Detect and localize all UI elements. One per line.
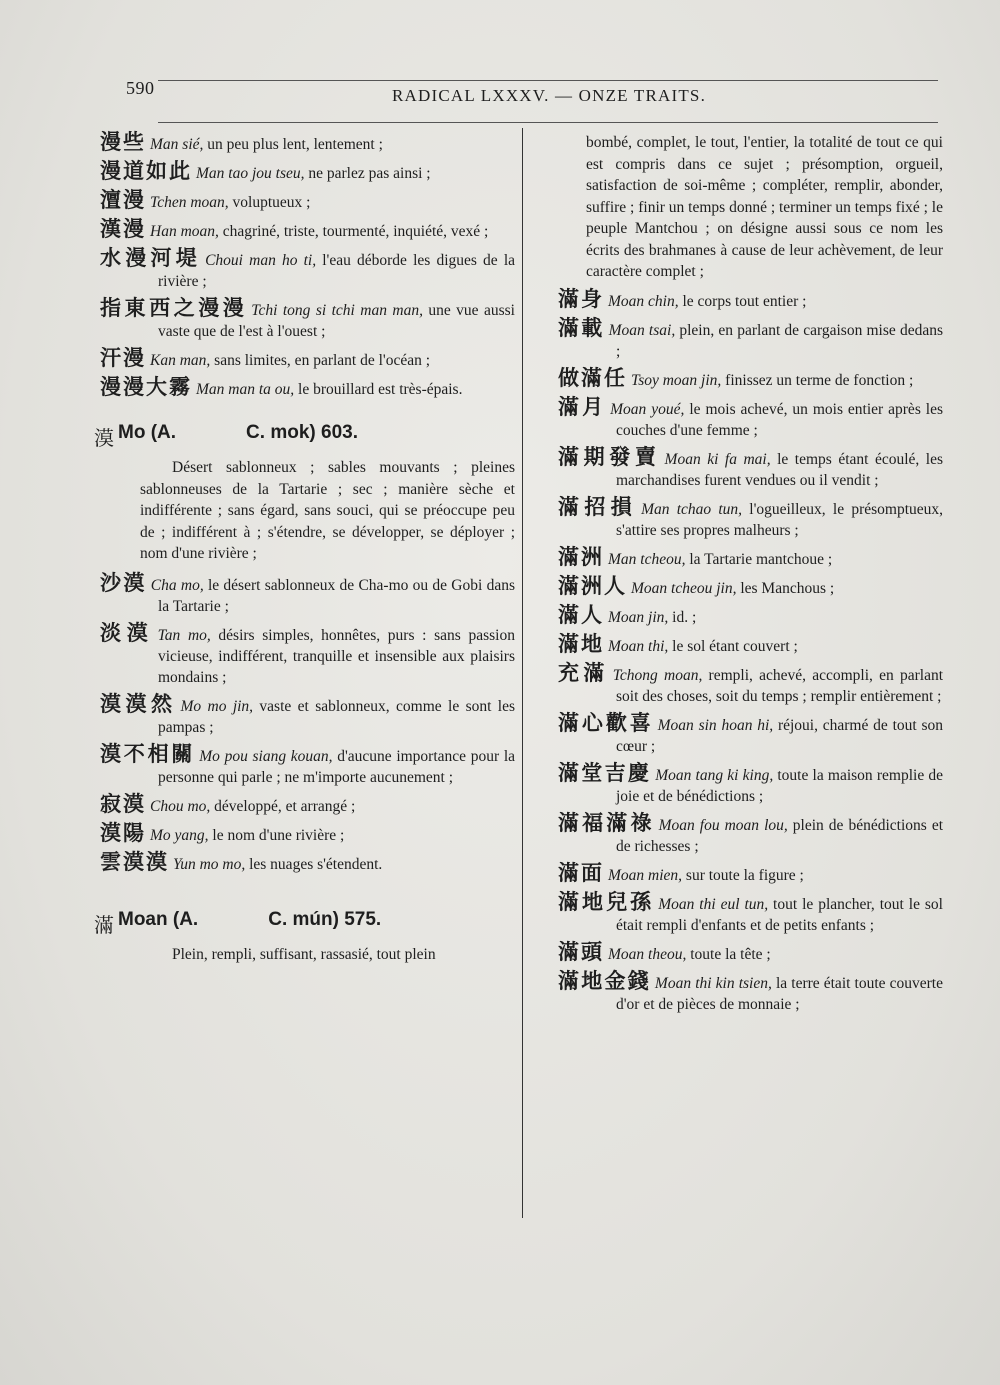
entry-romanization: Moan tang ki king, xyxy=(655,766,774,784)
dictionary-entry xyxy=(100,132,515,155)
entries-moan-list xyxy=(558,286,944,1015)
entry-definition: une vue aussi vaste que de l'est à l'ouest ; xyxy=(158,302,515,340)
right-column xyxy=(558,132,943,1021)
entry-romanization: Moan theou, xyxy=(608,945,687,963)
entry-romanization: Yun mo mo, xyxy=(173,855,246,873)
entry-romanization: Tchi tong si tchi man man, xyxy=(251,302,423,319)
entry-romanization: Kan man, xyxy=(150,352,211,369)
entry-characters: 滿期發賣 xyxy=(558,444,661,469)
entry-definition: rempli, achevé, accompli, en parlant soit des choses, soit du temps ; remplir entièrement ; xyxy=(616,666,944,705)
entry-characters: 漠不相關 xyxy=(100,741,196,766)
entry-definition: les nuages s'étendent. xyxy=(245,855,383,873)
entry-definition: tout le plancher, tout le sol était rempli d'enfants et de petits enfants ; xyxy=(616,895,943,934)
dictionary-entry xyxy=(100,570,515,617)
column-divider xyxy=(522,128,523,1218)
entry-romanization: Tsoy moan jin, xyxy=(631,371,722,389)
entry-definition: le sol étant couvert ; xyxy=(668,637,798,655)
running-title: RADICAL LXXXV. — ONZE TRAITS. xyxy=(392,86,707,105)
entry-definition: vaste et sablonneux, comme le sont les pampas ; xyxy=(158,697,516,736)
entry-characters: 漫漫大霧 xyxy=(100,375,192,399)
headword-mo xyxy=(94,422,515,451)
entry-characters: 滿地 xyxy=(558,631,604,656)
entry-romanization: Man tcheou, xyxy=(608,550,686,568)
entry-characters: 滿洲人 xyxy=(558,573,627,598)
entry-characters: 汗漫 xyxy=(100,346,146,370)
dictionary-entry xyxy=(100,190,515,213)
page-header xyxy=(122,72,942,112)
headword-cantonese: C. mún) 575. xyxy=(268,908,382,930)
entry-romanization: Moan thi, xyxy=(608,637,669,655)
entry-characters: 滿人 xyxy=(558,602,604,627)
entry-definition: finissez un terme de fonction ; xyxy=(721,371,914,389)
headword-character: 滿 xyxy=(94,912,114,937)
entry-definition: la terre était toute couverte d'or et de pièces de monnaie ; xyxy=(616,974,943,1013)
definition-moan: Plein, rempli, suffisant, rassasié, tout plein xyxy=(172,945,436,963)
dictionary-entry xyxy=(558,889,943,936)
header-rule-bottom xyxy=(158,122,938,123)
entry-characters: 做滿任 xyxy=(558,365,627,390)
entry-definition: chagriné, triste, tourmenté, inquiété, vexé ; xyxy=(218,223,489,240)
entries-man-list xyxy=(100,132,515,400)
entry-characters: 滿面 xyxy=(558,860,604,885)
entry-definition: le brouillard est très-épais. xyxy=(294,381,463,398)
entry-romanization: Moan fou moan lou, xyxy=(658,816,788,834)
entry-definition: réjoui, charmé de tout son cœur ; xyxy=(616,716,943,755)
entry-definition: l'ogueilleux, le présomptueux, s'attire ses propres malheurs ; xyxy=(616,500,944,539)
entry-characters: 指東西之漫漫 xyxy=(100,296,248,320)
headword-romanization: Moan (A. xyxy=(118,908,199,930)
headword-cantonese: C. mok) 603. xyxy=(246,422,358,443)
entry-characters: 漠漠然 xyxy=(100,691,177,716)
entry-characters: 滿福滿祿 xyxy=(558,810,655,835)
entry-characters: 漫道如此 xyxy=(100,159,192,183)
entry-definition: l'eau déborde les digues de la rivière ; xyxy=(158,252,516,290)
dictionary-entry xyxy=(558,494,944,541)
dictionary-entry xyxy=(558,286,943,312)
entry-characters: 滿洲 xyxy=(558,544,604,569)
entry-characters: 滿堂吉慶 xyxy=(558,760,652,785)
dictionary-entry xyxy=(558,631,943,657)
left-column xyxy=(94,130,516,973)
dictionary-entry xyxy=(100,791,515,817)
entry-characters: 滿地金錢 xyxy=(558,968,651,993)
entry-characters: 滿心歡喜 xyxy=(558,710,654,735)
entry-definition: le mois achevé, un mois entier après les couches d'une femme ; xyxy=(616,400,944,439)
dictionary-entry xyxy=(558,444,944,491)
entry-definition: la Tartarie mantchoue ; xyxy=(685,550,833,568)
definition-mo: Désert sablonneux ; sables mouvants ; pleines sablonneuses de la Tartarie ; sec ; manière sèche et indifférente ; sans égard, sans souci, qui se préoccupe peu de ; indifférent à ; s'étendre, se développer, se déployer ; nom d'une rivière ; xyxy=(140,459,515,562)
entry-romanization: Moan sin hoan hi, xyxy=(657,716,774,734)
entry-characters: 滿載 xyxy=(558,315,605,340)
dictionary-entry xyxy=(558,573,943,599)
entry-definition: d'aucune importance pour la personne qui parle ; ne m'importe aucunement ; xyxy=(158,747,516,786)
entry-romanization: Chou mo, xyxy=(150,797,211,815)
dictionary-entry xyxy=(558,365,943,391)
entry-romanization: Han moan, xyxy=(150,223,219,240)
entry-romanization: Moan tcheou jin, xyxy=(631,579,737,597)
dictionary-entry xyxy=(558,760,943,807)
entry-characters: 漢漫 xyxy=(100,217,146,241)
entry-romanization: Moan chin, xyxy=(608,292,679,310)
entry-characters: 水漫河堤 xyxy=(100,246,202,270)
dictionary-entry xyxy=(558,810,944,857)
entry-definition: plein de bénédictions et de richesses ; xyxy=(616,816,944,855)
entry-characters: 淡漠 xyxy=(100,620,154,645)
entry-romanization: Man sié, xyxy=(150,136,204,153)
entry-romanization: Tchen moan, xyxy=(150,194,229,211)
entry-romanization: Moan tsai, xyxy=(608,321,676,339)
entry-definition: le nom d'une rivière ; xyxy=(208,826,345,844)
entry-romanization: Man tchao tun, xyxy=(641,500,743,518)
entry-romanization: Moan mien, xyxy=(608,866,683,884)
entry-romanization: Moan thi kin tsien, xyxy=(654,974,772,992)
entry-romanization: Mo pou siang kouan, xyxy=(199,747,333,765)
dictionary-entry xyxy=(100,820,515,846)
entry-romanization: Man man ta ou, xyxy=(196,381,295,398)
entry-definition: sans limites, en parlant de l'océan ; xyxy=(210,352,431,369)
entry-characters: 雲漠漠 xyxy=(100,849,169,874)
entry-romanization: Moan youé, xyxy=(610,400,685,418)
dictionary-entry xyxy=(100,248,515,292)
dictionary-entry xyxy=(100,161,515,184)
entry-romanization: Moan ki fa mai, xyxy=(664,450,771,468)
entry-characters: 滿招損 xyxy=(558,494,638,519)
dictionary-entry xyxy=(100,348,515,371)
dictionary-entry xyxy=(100,691,516,738)
headword-romanization: Mo (A. xyxy=(118,422,177,443)
dictionary-entry xyxy=(558,544,943,570)
entry-definition: ne parlez pas ainsi ; xyxy=(304,165,431,182)
entry-characters: 滿身 xyxy=(558,286,604,311)
dictionary-entry xyxy=(100,620,515,688)
dictionary-entry xyxy=(558,315,943,362)
entry-characters: 充滿 xyxy=(558,660,609,685)
dictionary-entry xyxy=(558,602,943,628)
entry-romanization: Tchong moan, xyxy=(612,666,703,684)
definition-moan-continued: bombé, complet, le tout, l'entier, la totalité de tout ce qui est compris dans ce sujet ; présomption, orgueil, satisfaction de soi-même ; compléter, remplir, abonder, suffire ; finir un temps donné ; terminer un temps fixé ; le peuple Mantchou ; on désigne aussi sous ce nom les écrits des brahmanes à cause de leur achèvement, de leur caractère complet ; xyxy=(586,134,943,280)
headword-moan xyxy=(94,909,515,938)
dictionary-entry xyxy=(100,377,515,400)
entry-romanization: Tan mo, xyxy=(157,626,211,644)
entry-definition: toute la maison remplie de joie et de bénédictions ; xyxy=(616,766,943,805)
entry-definition: toute la tête ; xyxy=(686,945,771,963)
entry-characters: 寂漠 xyxy=(100,791,146,816)
entry-definition: développé, et arrangé ; xyxy=(210,797,356,815)
entry-definition: le temps étant écoulé, les marchandises furent vendues ou il vendit ; xyxy=(616,450,944,489)
entry-definition: le corps tout entier ; xyxy=(678,292,807,310)
entry-romanization: Mo mo jin, xyxy=(180,697,254,715)
page-number: 590 xyxy=(126,78,155,98)
entry-definition: voluptueux ; xyxy=(228,194,311,211)
dictionary-entry xyxy=(558,710,943,757)
entry-romanization: Choui man ho ti, xyxy=(205,252,317,269)
dictionary-entry xyxy=(558,860,943,886)
dictionary-entry xyxy=(100,298,515,342)
entry-romanization: Cha mo, xyxy=(150,576,204,594)
dictionary-entry xyxy=(558,660,944,707)
entry-romanization: Mo yang, xyxy=(150,826,209,844)
entry-characters: 滿月 xyxy=(558,394,607,419)
entry-definition: les Manchous ; xyxy=(736,579,835,597)
entry-characters: 漠陽 xyxy=(100,820,146,845)
entry-characters: 漫些 xyxy=(100,130,146,154)
header-rule-top xyxy=(158,80,938,81)
entry-definition: plein, en parlant de cargaison mise dedans ; xyxy=(616,321,943,360)
entry-romanization: Man tao jou tseu, xyxy=(196,165,305,182)
entry-romanization: Moan jin, xyxy=(608,608,669,626)
entry-characters: 沙漠 xyxy=(100,570,147,595)
entry-definition: désirs simples, honnêtes, purs : sans passion vicieuse, indifférent, tranquille et insensible aux plaisirs mondains ; xyxy=(158,626,515,686)
entry-characters: 滿頭 xyxy=(558,939,604,964)
dictionary-entry xyxy=(100,741,516,788)
dictionary-entry xyxy=(100,219,515,242)
entry-definition: sur toute la figure ; xyxy=(682,866,804,884)
entry-definition: un peu plus lent, lentement ; xyxy=(203,136,383,153)
dictionary-entry xyxy=(100,849,515,875)
entry-characters: 滿地兒孫 xyxy=(558,889,655,914)
entry-characters: 澶漫 xyxy=(100,188,146,212)
headword-character: 漠 xyxy=(94,426,114,450)
entry-definition: id. ; xyxy=(668,608,697,626)
entries-mo-list xyxy=(100,570,516,875)
dictionary-entry xyxy=(558,394,944,441)
entry-definition: le désert sablonneux de Cha-mo ou de Gobi dans la Tartarie ; xyxy=(158,576,515,615)
entry-romanization: Moan thi eul tun, xyxy=(658,895,769,913)
dictionary-entry xyxy=(558,968,943,1015)
dictionary-entry xyxy=(558,939,943,965)
